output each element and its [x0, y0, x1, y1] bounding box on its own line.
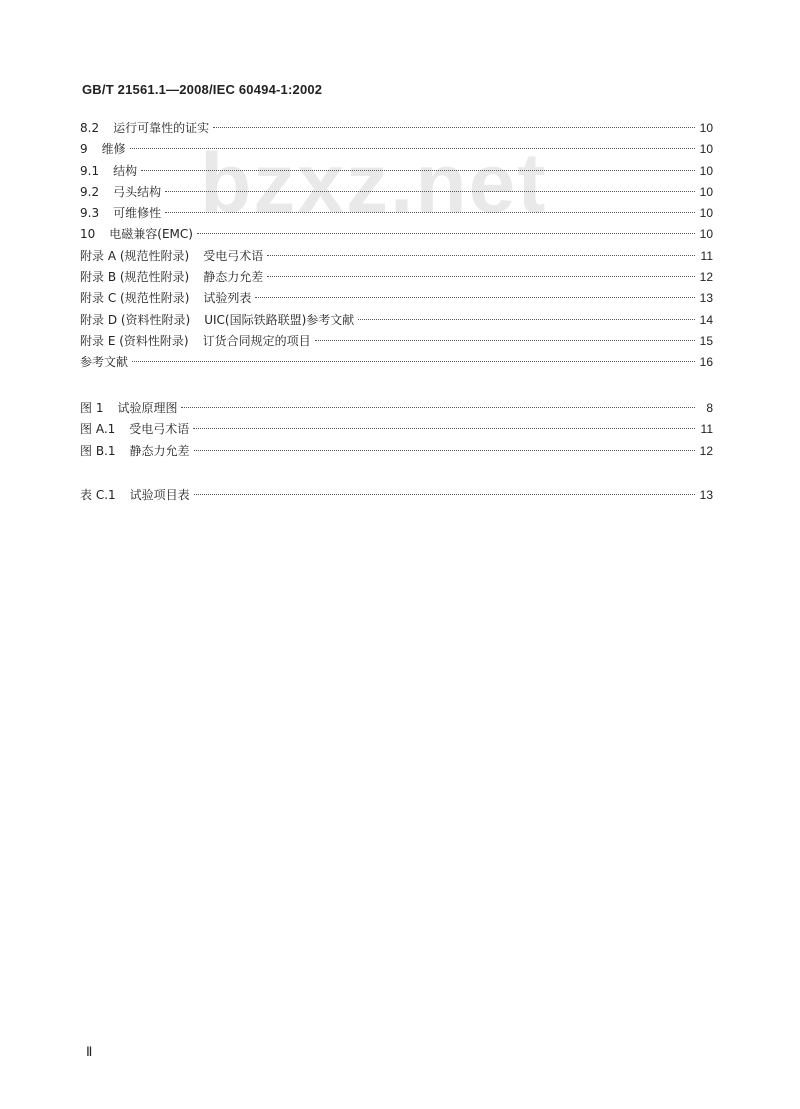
- toc-entry-number: 图 A.1: [80, 422, 116, 437]
- toc-entry[interactable]: [80, 267, 713, 288]
- toc-dot-leader: [165, 212, 695, 213]
- toc-entry-number: 附录 D (资料性附录): [80, 312, 191, 327]
- toc-entry-title: 电磁兼容(EMC): [109, 227, 193, 242]
- toc-entry-number: 10: [80, 227, 96, 242]
- toc-entry-number: 参考文献: [80, 355, 129, 370]
- toc-entry-title: 维修: [101, 142, 126, 157]
- toc-dot-leader: [181, 407, 695, 408]
- toc-dot-leader: [194, 494, 695, 495]
- toc-dot-leader: [141, 170, 695, 171]
- toc-entry[interactable]: [80, 203, 713, 224]
- toc-entry[interactable]: [80, 352, 713, 373]
- toc-entry-page: 10: [699, 227, 713, 242]
- toc-entry-page: 11: [700, 248, 713, 263]
- toc-dot-leader: [358, 319, 695, 320]
- toc-entry-number: 表 C.1: [80, 488, 116, 502]
- toc-dot-leader: [193, 428, 695, 429]
- toc-entry[interactable]: [80, 246, 713, 267]
- toc-dot-leader: [132, 361, 695, 362]
- document-code-header: GB/T 21561.1—2008/IEC 60494-1:2002: [82, 82, 323, 97]
- toc-entry-page: 13: [699, 291, 713, 306]
- toc-entry-title: 可维修性: [113, 206, 162, 221]
- toc-entry[interactable]: [80, 139, 713, 160]
- watermark: bzxz.net: [200, 136, 548, 230]
- toc-entry-title: 结构: [113, 163, 138, 178]
- toc-entry-page: 13: [699, 488, 713, 502]
- toc-dot-leader: [130, 148, 695, 149]
- toc-entry-page: 15: [699, 333, 713, 348]
- toc-entry-number: 图 B.1: [80, 443, 116, 458]
- toc-entry-page: 10: [699, 142, 713, 157]
- toc-entry-page: 8: [706, 401, 713, 415]
- toc-entry-title: 运行可靠性的证实: [113, 121, 210, 135]
- toc-dot-leader: [255, 297, 695, 298]
- toc-dot-leader: [315, 340, 695, 341]
- toc-entry-number: 9.3: [80, 206, 100, 221]
- toc-entry-title: UIC(国际铁路联盟)参考文献: [204, 312, 355, 327]
- toc-entry[interactable]: [80, 182, 713, 203]
- toc-entry-page: 11: [700, 422, 713, 437]
- toc-entry-page: 12: [699, 270, 713, 285]
- toc-entry[interactable]: [80, 288, 713, 309]
- toc-entry-page: 10: [699, 206, 713, 221]
- figure-entry[interactable]: [80, 441, 713, 462]
- toc-entry-title: 静态力允差: [129, 443, 190, 458]
- toc-entry-page: 12: [699, 443, 713, 458]
- toc-entry-title: 静态力允差: [203, 270, 264, 285]
- figure-entry[interactable]: [80, 398, 713, 419]
- toc-dot-leader: [267, 255, 695, 256]
- toc-entry-number: 9.1: [80, 163, 100, 178]
- toc-entry-title: 试验原理图: [117, 401, 178, 415]
- toc-entry-number: 附录 A (规范性附录): [80, 248, 190, 263]
- toc-entry-page: 14: [699, 312, 713, 327]
- toc-entry[interactable]: [80, 118, 713, 139]
- toc-entry-page: 16: [699, 355, 713, 370]
- toc-entry[interactable]: [80, 310, 713, 331]
- toc-entry-number: 9.2: [80, 184, 100, 199]
- toc-entry[interactable]: [80, 224, 713, 245]
- toc-table-list: [80, 485, 713, 506]
- toc-entry-title: 试验项目表: [129, 488, 190, 502]
- toc-dot-leader: [197, 233, 695, 234]
- toc-entry-title: 订货合同规定的项目: [202, 333, 311, 348]
- toc-entry[interactable]: [80, 161, 713, 182]
- toc-section-list: [80, 118, 713, 374]
- toc-dot-leader: [194, 450, 695, 451]
- toc-entry-number: 附录 C (规范性附录): [80, 291, 190, 306]
- toc-entry-page: 10: [699, 184, 713, 199]
- page-number-footer: Ⅱ: [86, 1044, 93, 1059]
- toc-entry-number: 9: [80, 142, 88, 157]
- toc-dot-leader: [267, 276, 695, 277]
- toc-entry-number: 附录 B (规范性附录): [80, 270, 190, 285]
- toc-dot-leader: [165, 191, 695, 192]
- table-entry[interactable]: [80, 485, 713, 506]
- toc-entry-number: 图 1: [80, 401, 104, 415]
- toc-entry-number: 附录 E (资料性附录): [80, 333, 189, 348]
- toc-entry-page: 10: [699, 163, 713, 178]
- toc-entry-title: 试验列表: [203, 291, 252, 306]
- toc-entry-title: 受电弓术语: [203, 248, 264, 263]
- toc-figure-list: [80, 398, 713, 462]
- toc-entry[interactable]: [80, 331, 713, 352]
- toc-entry-title: 弓头结构: [113, 184, 162, 199]
- toc-entry-number: 8.2: [80, 121, 100, 135]
- toc-entry-title: 受电弓术语: [129, 422, 190, 437]
- toc-entry-page: 10: [699, 121, 713, 135]
- toc-dot-leader: [213, 127, 695, 128]
- figure-entry[interactable]: [80, 419, 713, 440]
